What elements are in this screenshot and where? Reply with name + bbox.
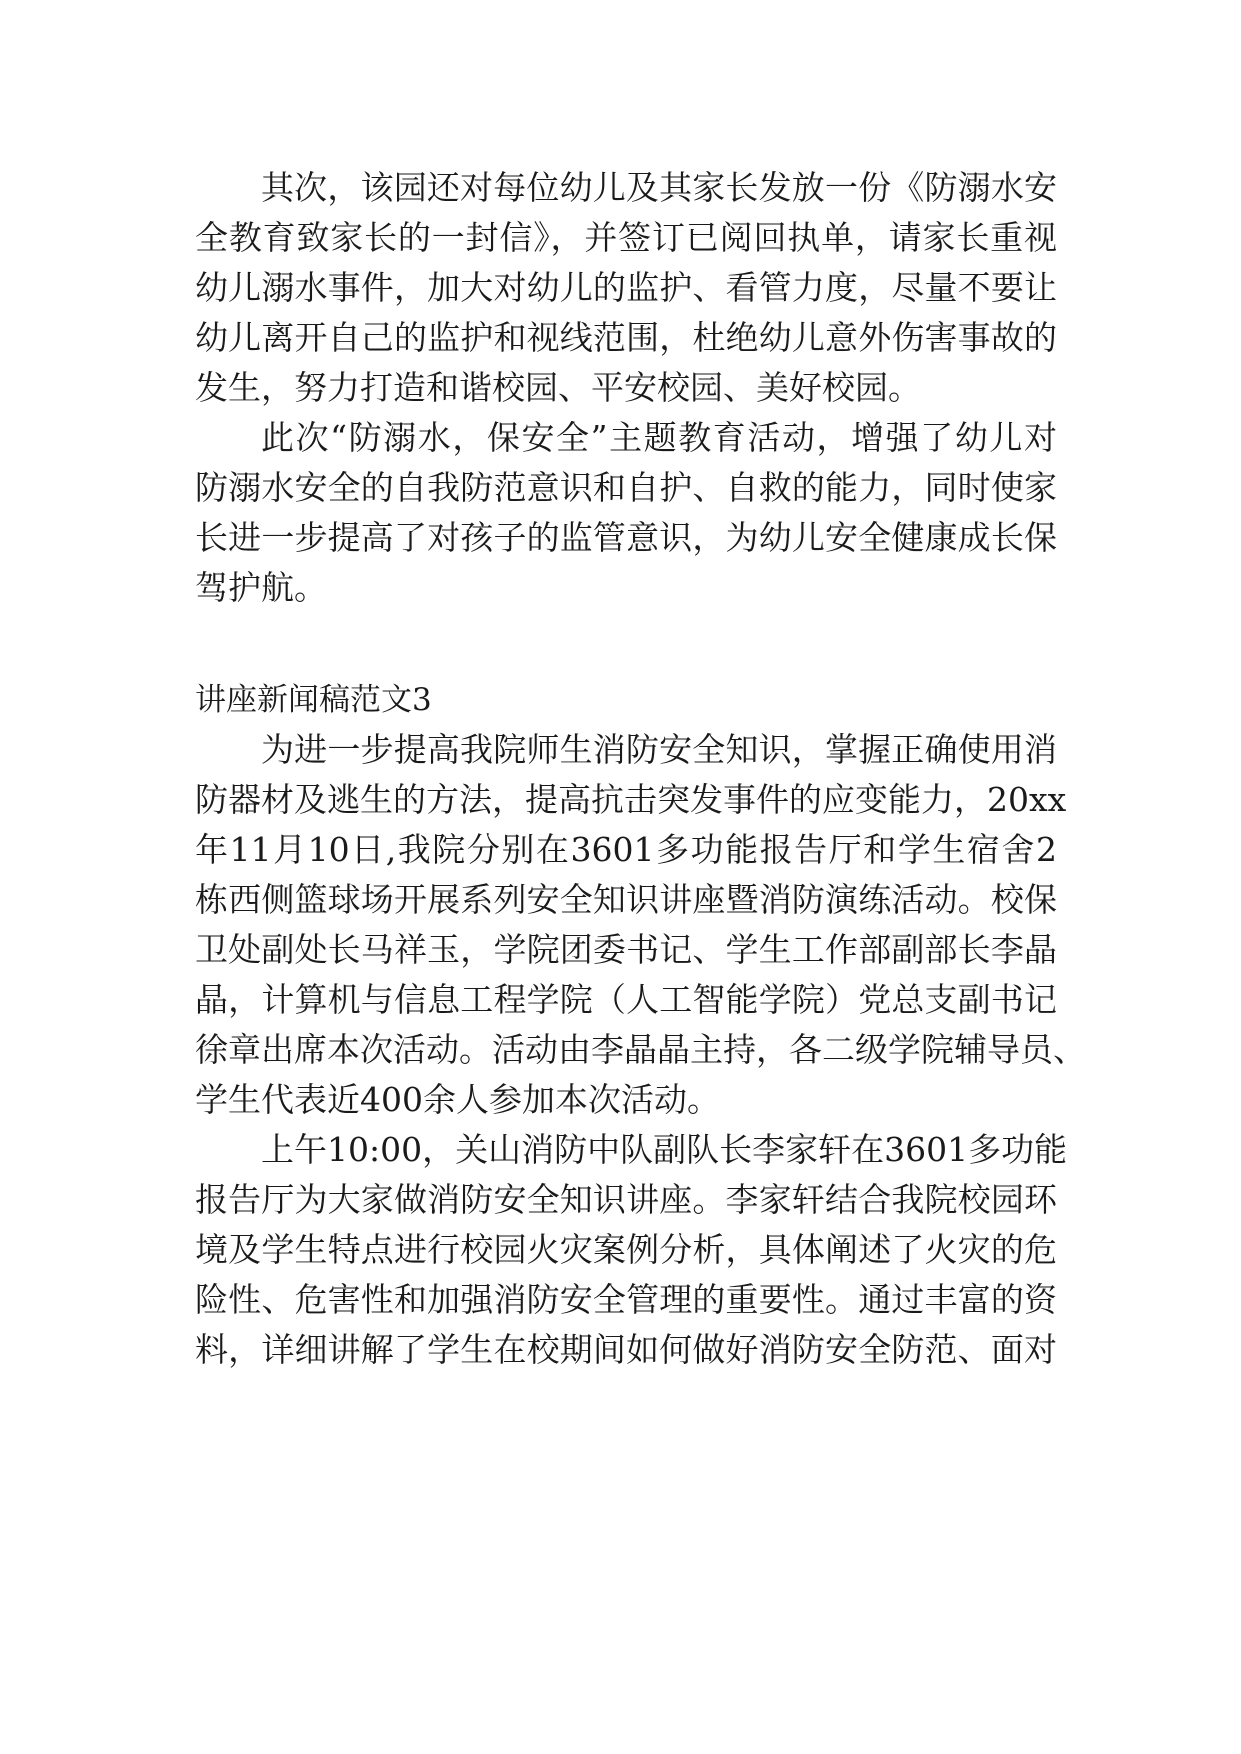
section-gap [195, 613, 1057, 663]
text-line: 此次“防溺水，保安全”主题教育活动，增强了幼儿对 [261, 418, 1057, 457]
text-line: 防器材及逃生的方法，提高抗击突发事件的应变能力，20xx [195, 780, 1067, 819]
text-line: 料，详细讲解了学生在校期间如何做好消防安全防范、面对 [195, 1330, 1057, 1369]
text-line: 境及学生特点进行校园火灾案例分析，具体阐述了火灾的危 [195, 1230, 1057, 1269]
section-heading: 讲座新闻稿范文3 [195, 682, 432, 718]
text-line: 报告厅为大家做消防安全知识讲座。李家轩结合我院校园环 [195, 1180, 1057, 1219]
text-line: 卫处副处长马祥玉，学院团委书记、学生工作部副部长李晶 [195, 930, 1057, 969]
text-line: 发生，努力打造和谐校园、平安校园、美好校园。 [195, 368, 921, 407]
text-line: 晶，计算机与信息工程学院（人工智能学院）党总支副书记 [195, 980, 1057, 1019]
text-line: 险性、危害性和加强消防安全管理的重要性。通过丰富的资 [195, 1280, 1057, 1319]
text-line: 幼儿离开自己的监护和视线范围，杜绝幼儿意外伤害事故的 [195, 318, 1057, 357]
text-line: 其次，该园还对每位幼儿及其家长发放一份《防溺水安 [261, 168, 1057, 207]
text-line: 驾护航。 [195, 568, 327, 607]
text-line: 年11月10日,我院分别在3601多功能报告厅和学生宿舍2 [195, 830, 1057, 869]
paragraph [195, 413, 1057, 613]
paragraph [195, 1125, 1068, 1375]
text-line: 徐章出席本次活动。活动由李晶晶主持，各二级学院辅导员、 [195, 1030, 1086, 1069]
paragraph [195, 725, 1086, 1125]
paragraph [195, 163, 1057, 413]
text-line: 防溺水安全的自我防范意识和自护、自救的能力，同时使家 [195, 468, 1057, 507]
text-line: 长进一步提高了对孩子的监管意识，为幼儿安全健康成长保 [195, 518, 1057, 557]
text-line: 为进一步提高我院师生消防安全知识，掌握正确使用消 [261, 730, 1057, 769]
text-line: 上午10:00，关山消防中队副队长李家轩在3601多功能 [261, 1130, 1068, 1169]
text-line: 栋西侧篮球场开展系列安全知识讲座暨消防演练活动。校保 [195, 880, 1057, 919]
text-line: 幼儿溺水事件，加大对幼儿的监护、看管力度，尽量不要让 [195, 268, 1057, 307]
text-line: 学生代表近400余人参加本次活动。 [195, 1080, 720, 1119]
document-body [195, 163, 1086, 1375]
text-line: 全教育致家长的一封信》，并签订已阅回执单，请家长重视 [195, 218, 1057, 257]
